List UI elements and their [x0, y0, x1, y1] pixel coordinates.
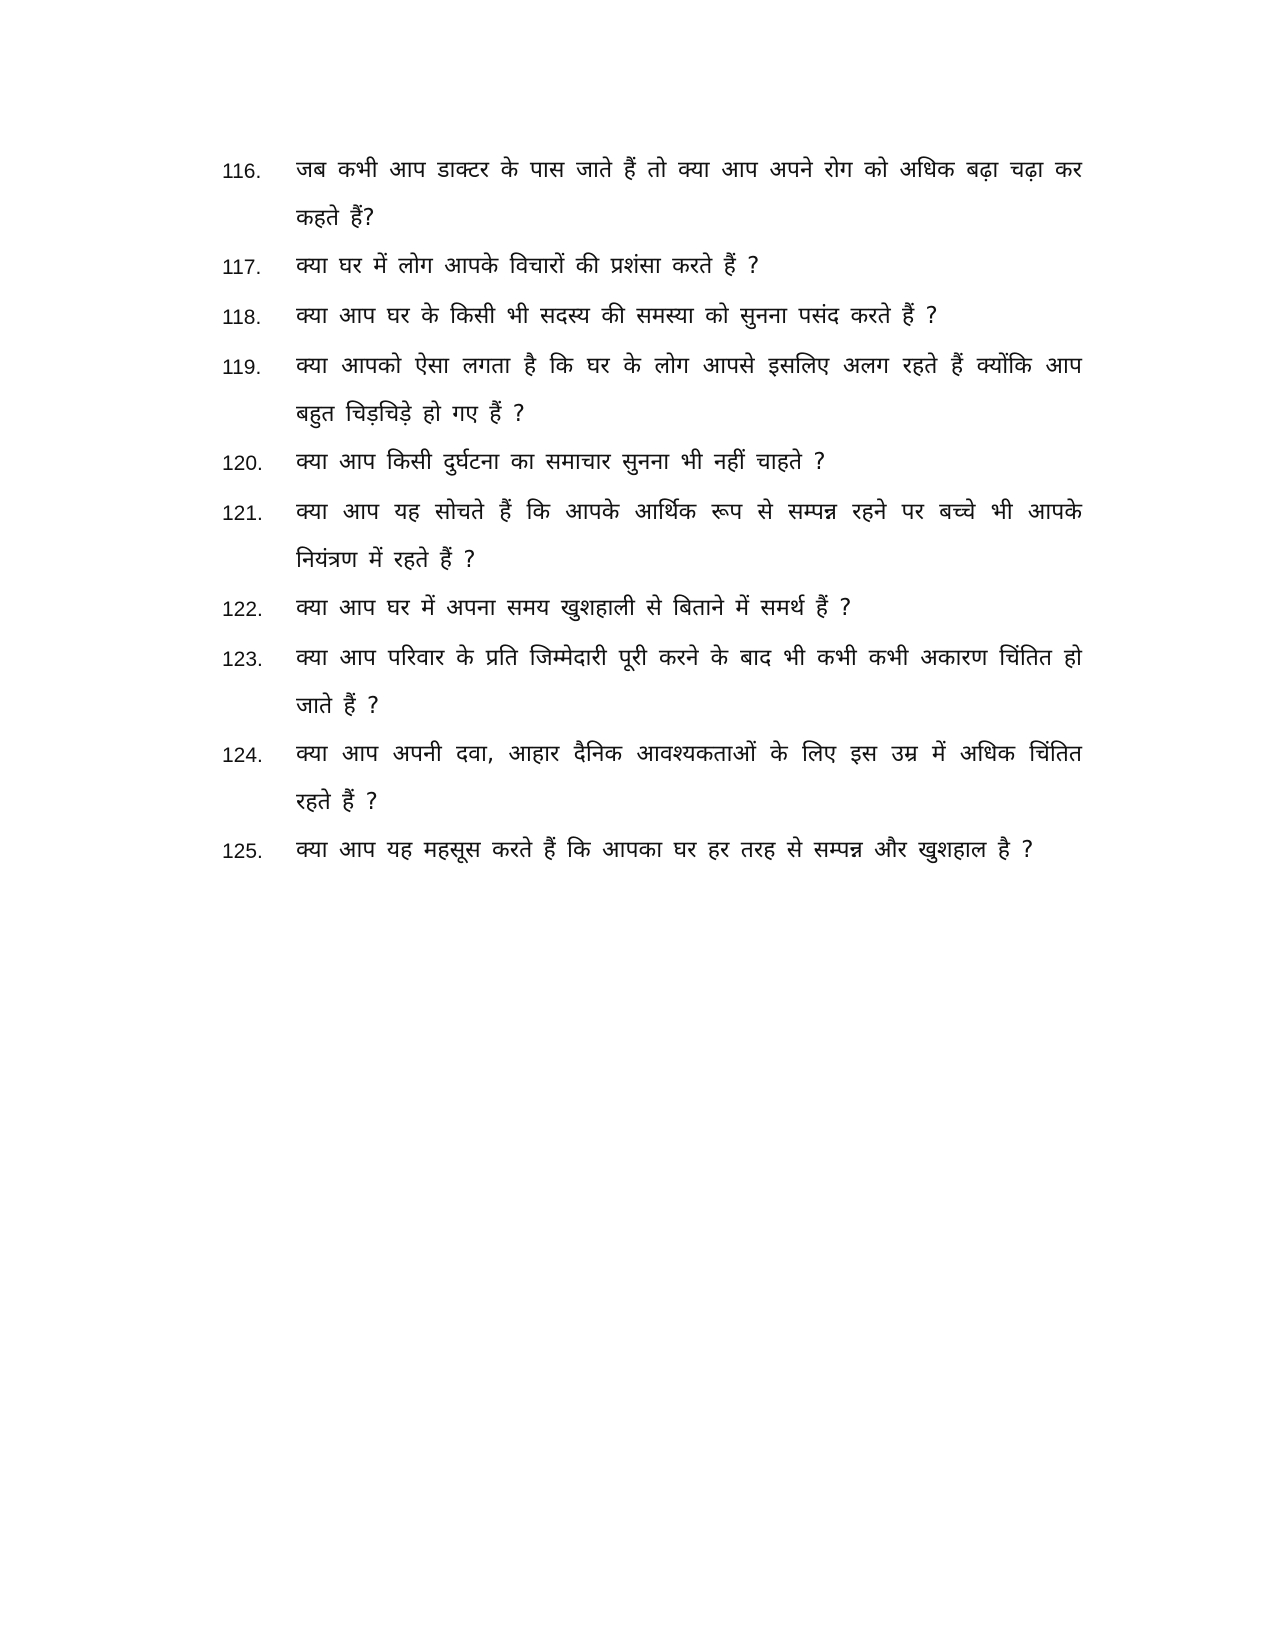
question-text: क्या आप परिवार के प्रति जिम्मेदारी पूरी करने के बाद भी कभी कभी अकारण चिंतित हो जाते हैं ? [296, 645, 1082, 719]
question-text: क्या आप घर में अपना समय खुशहाली से बिताने में समर्थ हैं ? [296, 595, 852, 621]
question-item [222, 826, 1082, 876]
question-item [222, 488, 1082, 584]
question-number: 118. [222, 306, 262, 329]
question-text: क्या आप किसी दुर्घटना का समाचार सुनना भी नहीं चाहते ? [296, 449, 826, 475]
question-number: 124. [222, 744, 263, 767]
question-number: 122. [222, 598, 263, 621]
question-number: 120. [222, 452, 263, 475]
question-item [222, 146, 1082, 242]
question-item [222, 292, 1082, 342]
question-number: 125. [222, 840, 263, 863]
question-text: क्या आप यह महसूस करते हैं कि आपका घर हर तरह से सम्पन्न और खुशहाल है ? [296, 837, 1034, 863]
question-text: क्या आप अपनी दवा, आहार दैनिक आवश्यकताओं के लिए इस उम्र में अधिक चिंतित रहते हैं ? [296, 741, 1082, 815]
question-number: 119. [222, 356, 262, 379]
question-number: 117. [222, 256, 262, 279]
question-item [222, 242, 1082, 292]
question-text: क्या आप यह सोचते हैं कि आपके आर्थिक रूप से सम्पन्न रहने पर बच्चे भी आपके नियंत्रण में रहते हैं ? [296, 499, 1082, 573]
question-item [222, 342, 1082, 438]
question-number: 116. [222, 160, 262, 183]
question-item [222, 584, 1082, 634]
question-number: 121. [222, 502, 263, 525]
question-text: क्या आपको ऐसा लगता है कि घर के लोग आपसे इसलिए अलग रहते हैं क्योंकि आप बहुत चिड़चिड़े हो गए हैं ? [296, 353, 1082, 427]
question-number: 123. [222, 648, 263, 671]
question-text: क्या आप घर के किसी भी सदस्य की समस्या को सुनना पसंद करते हैं ? [296, 303, 938, 329]
question-list [222, 146, 1082, 876]
question-item [222, 438, 1082, 488]
question-item [222, 634, 1082, 730]
question-text: क्या घर में लोग आपके विचारों की प्रशंसा करते हैं ? [296, 253, 760, 279]
question-text: जब कभी आप डाक्टर के पास जाते हैं तो क्या आप अपने रोग को अधिक बढ़ा चढ़ा कर कहते हैं? [296, 157, 1082, 231]
question-item [222, 730, 1082, 826]
